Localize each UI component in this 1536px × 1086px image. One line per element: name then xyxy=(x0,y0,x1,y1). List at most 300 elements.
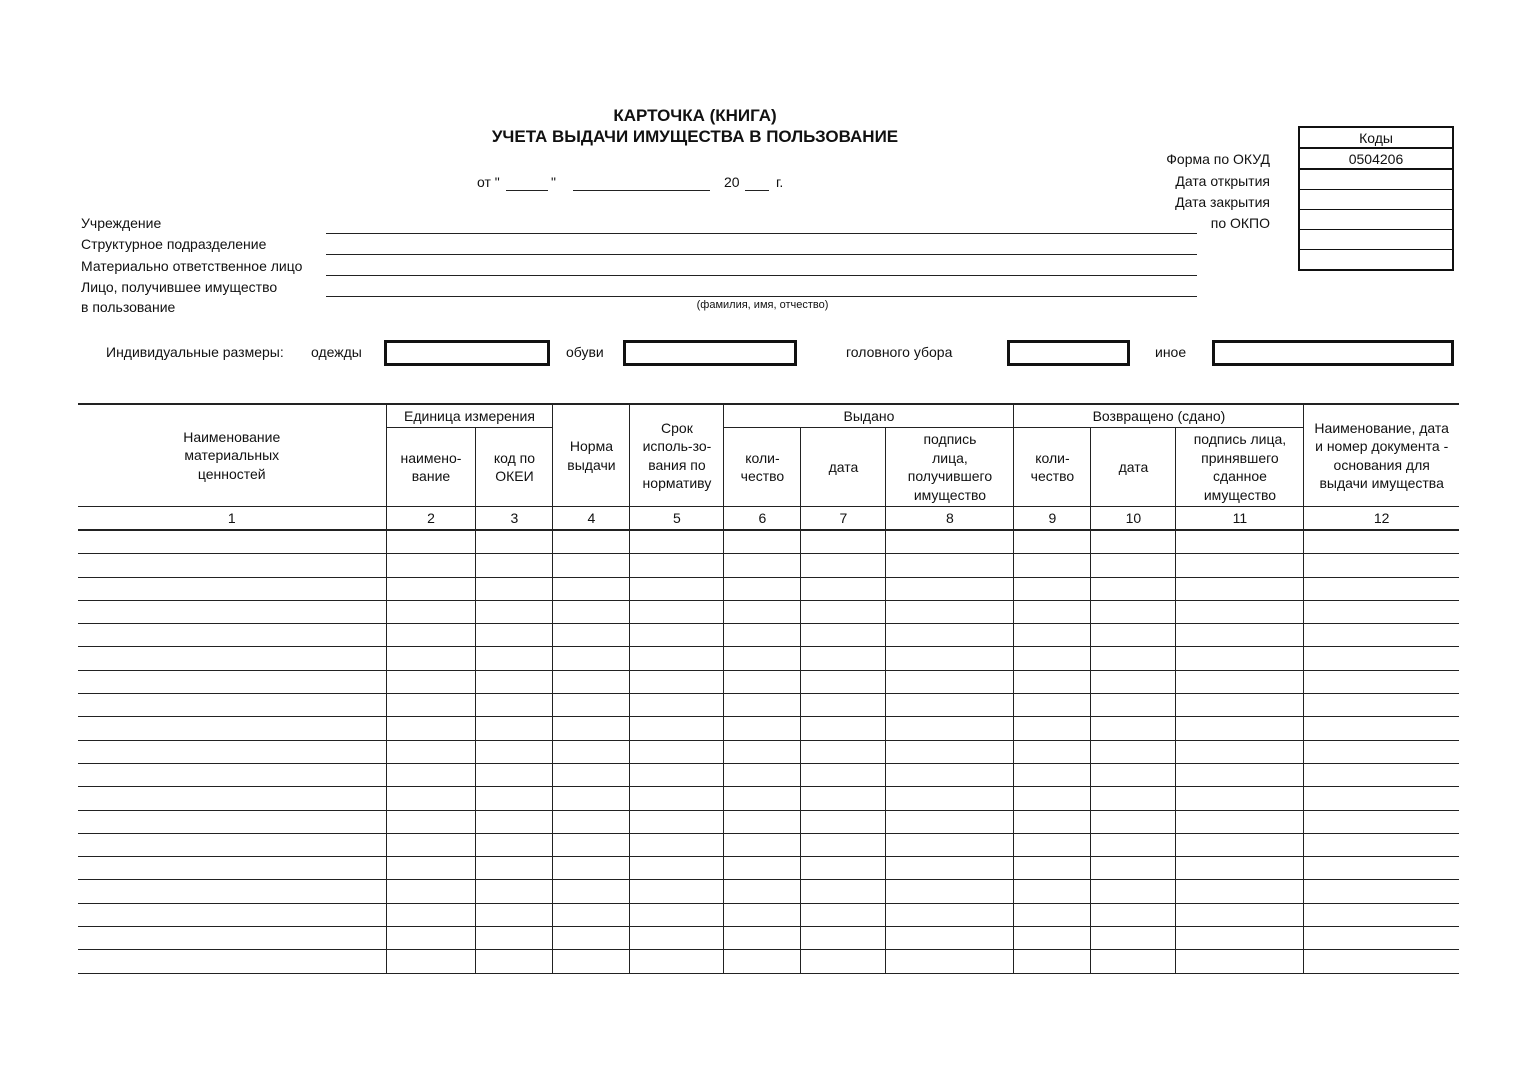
table-cell[interactable] xyxy=(630,624,724,647)
table-cell[interactable] xyxy=(1176,694,1304,717)
column-number-cell: 6 xyxy=(724,507,801,531)
table-cell[interactable] xyxy=(78,670,386,693)
table-cell[interactable] xyxy=(78,740,386,763)
table-cell[interactable] xyxy=(476,740,553,763)
table-cell[interactable] xyxy=(886,670,1014,693)
extra-code-2[interactable] xyxy=(1299,250,1453,271)
table-cell[interactable] xyxy=(1091,577,1176,600)
table-cell[interactable] xyxy=(78,717,386,740)
table-cell[interactable] xyxy=(801,694,886,717)
table-cell[interactable] xyxy=(553,647,630,670)
table-cell[interactable] xyxy=(1091,810,1176,833)
okpo-code[interactable] xyxy=(1299,210,1453,230)
table-cell[interactable] xyxy=(1176,950,1304,973)
table-row xyxy=(78,647,1459,670)
table-cell[interactable] xyxy=(1091,624,1176,647)
table-cell[interactable] xyxy=(1304,554,1459,577)
table-cell[interactable] xyxy=(553,740,630,763)
other-label: иное xyxy=(1155,344,1187,360)
col-unit-group: Единица измерения xyxy=(386,404,553,428)
table-cell[interactable] xyxy=(886,950,1014,973)
table-cell[interactable] xyxy=(78,624,386,647)
table-cell[interactable] xyxy=(553,903,630,926)
table-cell[interactable] xyxy=(553,694,630,717)
table-cell[interactable] xyxy=(1176,647,1304,670)
table-cell[interactable] xyxy=(78,600,386,623)
table-row xyxy=(78,763,1459,786)
table-cell[interactable] xyxy=(724,577,801,600)
table-row xyxy=(78,600,1459,623)
column-number-cell: 1 xyxy=(78,507,386,531)
table-cell[interactable] xyxy=(724,647,801,670)
table-cell[interactable] xyxy=(1091,647,1176,670)
table-cell[interactable] xyxy=(1091,950,1176,973)
headwear-label: головного убора xyxy=(846,344,953,360)
table-cell[interactable] xyxy=(801,717,886,740)
table-cell[interactable] xyxy=(1176,927,1304,950)
table-cell[interactable] xyxy=(1091,927,1176,950)
table-cell[interactable] xyxy=(1014,787,1091,810)
table-cell[interactable] xyxy=(1091,880,1176,903)
table-cell[interactable] xyxy=(386,670,476,693)
table-cell[interactable] xyxy=(553,950,630,973)
table-cell[interactable] xyxy=(476,787,553,810)
table-cell[interactable] xyxy=(476,717,553,740)
table-cell[interactable] xyxy=(1304,950,1459,973)
table-cell[interactable] xyxy=(553,763,630,786)
table-cell[interactable] xyxy=(1304,833,1459,856)
open-date-code[interactable] xyxy=(1299,169,1453,190)
table-cell[interactable] xyxy=(886,624,1014,647)
table-cell[interactable] xyxy=(724,694,801,717)
table-cell[interactable] xyxy=(553,530,630,554)
table-cell[interactable] xyxy=(724,903,801,926)
codes-header: Коды xyxy=(1299,127,1453,148)
recipient-label-line2: в пользование xyxy=(81,299,176,315)
table-cell[interactable] xyxy=(1014,950,1091,973)
table-cell[interactable] xyxy=(1304,530,1459,554)
column-number-cell: 12 xyxy=(1304,507,1459,531)
table-cell[interactable] xyxy=(630,810,724,833)
okpo-label: по ОКПО xyxy=(1210,215,1270,231)
table-cell[interactable] xyxy=(630,857,724,880)
table-cell[interactable] xyxy=(553,857,630,880)
table-cell[interactable] xyxy=(78,857,386,880)
extra-code-1[interactable] xyxy=(1299,230,1453,250)
table-cell[interactable] xyxy=(386,950,476,973)
table-cell[interactable] xyxy=(801,787,886,810)
table-row xyxy=(78,670,1459,693)
table-cell[interactable] xyxy=(630,903,724,926)
table-cell[interactable] xyxy=(1176,577,1304,600)
table-cell[interactable] xyxy=(553,554,630,577)
col-returned-qty: коли-чество xyxy=(1014,428,1091,507)
year-suffix: г. xyxy=(776,174,784,190)
table-cell[interactable] xyxy=(724,624,801,647)
table-cell[interactable] xyxy=(78,763,386,786)
table-cell[interactable] xyxy=(386,577,476,600)
table-cell[interactable] xyxy=(386,810,476,833)
clothes-size-box[interactable] xyxy=(384,340,550,366)
table-cell[interactable] xyxy=(1304,624,1459,647)
division-line[interactable] xyxy=(326,254,1197,255)
table-cell[interactable] xyxy=(476,647,553,670)
table-cell[interactable] xyxy=(476,950,553,973)
table-cell[interactable] xyxy=(1014,554,1091,577)
date-quote: " xyxy=(551,174,556,190)
table-row xyxy=(78,530,1459,554)
table-cell[interactable] xyxy=(1304,717,1459,740)
table-cell[interactable] xyxy=(886,647,1014,670)
table-cell[interactable] xyxy=(1014,833,1091,856)
table-cell[interactable] xyxy=(630,554,724,577)
table-cell[interactable] xyxy=(78,694,386,717)
table-row xyxy=(78,717,1459,740)
table-cell[interactable] xyxy=(476,530,553,554)
table-cell[interactable] xyxy=(1176,857,1304,880)
institution-line[interactable] xyxy=(326,233,1197,234)
table-row xyxy=(78,880,1459,903)
table-cell[interactable] xyxy=(630,880,724,903)
table-cell[interactable] xyxy=(1304,670,1459,693)
col-material-name: Наименование материальных ценностей xyxy=(78,404,386,507)
table-cell[interactable] xyxy=(724,600,801,623)
table-cell[interactable] xyxy=(386,647,476,670)
table-cell[interactable] xyxy=(1176,717,1304,740)
table-cell[interactable] xyxy=(553,670,630,693)
table-cell[interactable] xyxy=(1014,577,1091,600)
table-cell[interactable] xyxy=(1014,717,1091,740)
table-cell[interactable] xyxy=(1176,833,1304,856)
col-issued-sign: подпись лица, получившего имущество xyxy=(886,428,1014,507)
table-cell[interactable] xyxy=(386,833,476,856)
col-norm: Норма выдачи xyxy=(553,404,630,507)
table-cell[interactable] xyxy=(553,600,630,623)
table-cell[interactable] xyxy=(724,880,801,903)
col-unit-name: наимено-вание xyxy=(386,428,476,507)
table-cell[interactable] xyxy=(386,927,476,950)
table-cell[interactable] xyxy=(1176,554,1304,577)
table-cell[interactable] xyxy=(1014,624,1091,647)
table-cell[interactable] xyxy=(1014,927,1091,950)
table-row xyxy=(78,577,1459,600)
table-cell[interactable] xyxy=(1014,880,1091,903)
recipient-label-line1: Лицо, получившее имущество xyxy=(81,279,278,295)
close-date-code[interactable] xyxy=(1299,190,1453,210)
table-cell[interactable] xyxy=(1176,787,1304,810)
table-cell[interactable] xyxy=(386,880,476,903)
table-cell[interactable] xyxy=(1014,810,1091,833)
table-cell[interactable] xyxy=(386,903,476,926)
table-cell[interactable] xyxy=(630,950,724,973)
shoes-label: обуви xyxy=(566,344,604,360)
table-cell[interactable] xyxy=(630,717,724,740)
table-cell[interactable] xyxy=(886,833,1014,856)
table-cell[interactable] xyxy=(630,670,724,693)
table-cell[interactable] xyxy=(724,857,801,880)
table-cell[interactable] xyxy=(1014,600,1091,623)
date-month-line[interactable] xyxy=(573,190,710,191)
table-cell[interactable] xyxy=(724,740,801,763)
table-cell[interactable] xyxy=(1091,530,1176,554)
table-cell[interactable] xyxy=(1091,787,1176,810)
column-number-cell: 2 xyxy=(386,507,476,531)
col-unit-code: код по ОКЕИ xyxy=(476,428,553,507)
table-row xyxy=(78,554,1459,577)
column-number-cell: 7 xyxy=(801,507,886,531)
table-cell[interactable] xyxy=(630,577,724,600)
table-cell[interactable] xyxy=(886,857,1014,880)
table-cell[interactable] xyxy=(78,787,386,810)
table-cell[interactable] xyxy=(386,694,476,717)
table-cell[interactable] xyxy=(1304,810,1459,833)
column-number-cell: 11 xyxy=(1176,507,1304,531)
table-cell[interactable] xyxy=(386,530,476,554)
table-cell[interactable] xyxy=(886,577,1014,600)
col-returned-group: Возвращено (сдано) xyxy=(1014,404,1304,428)
table-cell[interactable] xyxy=(1304,694,1459,717)
table-cell[interactable] xyxy=(630,927,724,950)
table-cell[interactable] xyxy=(553,810,630,833)
table-cell[interactable] xyxy=(801,950,886,973)
table-cell[interactable] xyxy=(386,763,476,786)
table-cell[interactable] xyxy=(553,577,630,600)
table-cell[interactable] xyxy=(1304,577,1459,600)
table-cell[interactable] xyxy=(801,880,886,903)
table-cell[interactable] xyxy=(724,554,801,577)
table-cell[interactable] xyxy=(801,647,886,670)
table-cell[interactable] xyxy=(476,600,553,623)
table-cell[interactable] xyxy=(553,717,630,740)
column-number-cell: 9 xyxy=(1014,507,1091,531)
table-cell[interactable] xyxy=(1014,647,1091,670)
table-cell[interactable] xyxy=(1091,717,1176,740)
table-cell[interactable] xyxy=(1091,694,1176,717)
table-cell[interactable] xyxy=(724,833,801,856)
shoes-size-box[interactable] xyxy=(623,340,797,366)
table-cell[interactable] xyxy=(1014,763,1091,786)
table-cell[interactable] xyxy=(886,717,1014,740)
table-cell[interactable] xyxy=(386,554,476,577)
other-size-box[interactable] xyxy=(1212,340,1454,366)
table-row xyxy=(78,787,1459,810)
table-cell[interactable] xyxy=(1304,740,1459,763)
table-cell[interactable] xyxy=(476,624,553,647)
year-prefix: 20 xyxy=(724,174,740,190)
table-cell[interactable] xyxy=(386,740,476,763)
table-cell[interactable] xyxy=(78,903,386,926)
table-cell[interactable] xyxy=(476,880,553,903)
table-cell[interactable] xyxy=(801,600,886,623)
table-cell[interactable] xyxy=(1091,670,1176,693)
table-cell[interactable] xyxy=(476,694,553,717)
table-cell[interactable] xyxy=(1176,880,1304,903)
column-number-cell: 4 xyxy=(553,507,630,531)
table-cell[interactable] xyxy=(1304,600,1459,623)
table-cell[interactable] xyxy=(476,927,553,950)
table-cell[interactable] xyxy=(630,740,724,763)
table-cell[interactable] xyxy=(886,787,1014,810)
table-cell[interactable] xyxy=(1014,903,1091,926)
table-cell[interactable] xyxy=(886,810,1014,833)
table-cell[interactable] xyxy=(1091,903,1176,926)
table-cell[interactable] xyxy=(724,717,801,740)
table-cell[interactable] xyxy=(724,927,801,950)
table-cell[interactable] xyxy=(1304,857,1459,880)
title-line2: УЧЕТА ВЫДАЧИ ИМУЩЕСТВА В ПОЛЬЗОВАНИЕ xyxy=(491,127,899,146)
table-cell[interactable] xyxy=(801,554,886,577)
table-cell[interactable] xyxy=(476,577,553,600)
table-cell[interactable] xyxy=(386,600,476,623)
table-cell[interactable] xyxy=(386,787,476,810)
table-row xyxy=(78,833,1459,856)
table-cell[interactable] xyxy=(1176,740,1304,763)
table-cell[interactable] xyxy=(553,624,630,647)
table-cell[interactable] xyxy=(78,577,386,600)
table-cell[interactable] xyxy=(886,927,1014,950)
table-cell[interactable] xyxy=(553,833,630,856)
table-cell[interactable] xyxy=(886,554,1014,577)
title-line1: КАРТОЧКА (КНИГА) xyxy=(613,106,777,125)
table-cell[interactable] xyxy=(886,740,1014,763)
table-cell[interactable] xyxy=(630,833,724,856)
table-cell[interactable] xyxy=(553,880,630,903)
table-cell[interactable] xyxy=(1176,670,1304,693)
table-cell[interactable] xyxy=(1014,857,1091,880)
table-cell[interactable] xyxy=(78,950,386,973)
table-cell[interactable] xyxy=(886,880,1014,903)
table-cell[interactable] xyxy=(886,763,1014,786)
responsible-label: Материально ответственное лицо xyxy=(81,258,303,274)
close-date-label: Дата закрытия xyxy=(1175,194,1270,210)
table-cell[interactable] xyxy=(801,927,886,950)
table-cell[interactable] xyxy=(886,694,1014,717)
table-cell[interactable] xyxy=(630,647,724,670)
table-cell[interactable] xyxy=(78,810,386,833)
table-cell[interactable] xyxy=(724,950,801,973)
table-cell[interactable] xyxy=(801,810,886,833)
table-cell[interactable] xyxy=(386,717,476,740)
table-cell[interactable] xyxy=(476,554,553,577)
table-cell[interactable] xyxy=(386,624,476,647)
table-row xyxy=(78,740,1459,763)
table-cell[interactable] xyxy=(1176,530,1304,554)
table-cell[interactable] xyxy=(1304,880,1459,903)
table-cell[interactable] xyxy=(476,810,553,833)
table-cell[interactable] xyxy=(386,857,476,880)
table-cell[interactable] xyxy=(724,670,801,693)
table-cell[interactable] xyxy=(1304,903,1459,926)
table-cell[interactable] xyxy=(1304,787,1459,810)
table-cell[interactable] xyxy=(78,647,386,670)
table-cell[interactable] xyxy=(476,903,553,926)
table-cell[interactable] xyxy=(724,810,801,833)
okud-label: Форма по ОКУД xyxy=(1166,151,1270,167)
table-cell[interactable] xyxy=(1091,857,1176,880)
recipient-line[interactable] xyxy=(326,296,1197,297)
table-cell[interactable] xyxy=(630,694,724,717)
table-cell[interactable] xyxy=(630,787,724,810)
okud-code[interactable]: 0504206 xyxy=(1299,148,1453,169)
col-issued-qty: коли-чество xyxy=(724,428,801,507)
responsible-line[interactable] xyxy=(326,275,1197,276)
table-cell[interactable] xyxy=(801,670,886,693)
table-cell[interactable] xyxy=(630,530,724,554)
table-row xyxy=(78,903,1459,926)
table-cell[interactable] xyxy=(1304,927,1459,950)
division-label: Структурное подразделение xyxy=(81,236,267,252)
table-cell[interactable] xyxy=(1091,600,1176,623)
table-cell[interactable] xyxy=(1091,833,1176,856)
table-cell[interactable] xyxy=(801,833,886,856)
clothes-label: одежды xyxy=(311,344,362,360)
table-cell[interactable] xyxy=(553,927,630,950)
table-cell[interactable] xyxy=(630,600,724,623)
open-date-label: Дата открытия xyxy=(1175,173,1270,189)
table-row xyxy=(78,950,1459,973)
table-cell[interactable] xyxy=(886,903,1014,926)
table-cell[interactable] xyxy=(724,530,801,554)
table-cell[interactable] xyxy=(1091,740,1176,763)
table-cell[interactable] xyxy=(78,880,386,903)
table-cell[interactable] xyxy=(476,763,553,786)
table-row xyxy=(78,810,1459,833)
table-cell[interactable] xyxy=(1304,647,1459,670)
table-cell[interactable] xyxy=(1014,694,1091,717)
table-cell[interactable] xyxy=(801,857,886,880)
table-cell[interactable] xyxy=(1014,670,1091,693)
table-cell[interactable] xyxy=(476,857,553,880)
table-cell[interactable] xyxy=(1014,530,1091,554)
table-cell[interactable] xyxy=(1176,763,1304,786)
col-returned-sign: подпись лица, принявшего сданное имущество xyxy=(1176,428,1304,507)
col-basis: Наименование, дата и номер документа - основания для выдачи имущества xyxy=(1304,404,1459,507)
table-cell[interactable] xyxy=(630,763,724,786)
table-cell[interactable] xyxy=(1091,554,1176,577)
table-cell[interactable] xyxy=(724,787,801,810)
table-cell[interactable] xyxy=(1091,763,1176,786)
table-cell[interactable] xyxy=(801,577,886,600)
sizes-label: Индивидуальные размеры: xyxy=(106,344,284,360)
table-cell[interactable] xyxy=(801,624,886,647)
table-cell[interactable] xyxy=(1176,903,1304,926)
table-cell[interactable] xyxy=(476,833,553,856)
headwear-size-box[interactable] xyxy=(1007,340,1130,366)
table-cell[interactable] xyxy=(78,554,386,577)
table-cell[interactable] xyxy=(886,530,1014,554)
table-cell[interactable] xyxy=(553,787,630,810)
codes-table xyxy=(1298,126,1454,271)
table-cell[interactable] xyxy=(476,670,553,693)
table-cell[interactable] xyxy=(78,927,386,950)
table-cell[interactable] xyxy=(801,530,886,554)
date-day-line[interactable] xyxy=(506,190,548,191)
table-cell[interactable] xyxy=(78,833,386,856)
table-cell[interactable] xyxy=(1176,810,1304,833)
table-cell[interactable] xyxy=(1304,763,1459,786)
table-cell[interactable] xyxy=(801,763,886,786)
table-cell[interactable] xyxy=(724,763,801,786)
table-cell[interactable] xyxy=(801,740,886,763)
col-issued-group: Выдано xyxy=(724,404,1014,428)
table-cell[interactable] xyxy=(1176,624,1304,647)
table-cell[interactable] xyxy=(1014,740,1091,763)
date-year-line[interactable] xyxy=(745,190,769,191)
table-cell[interactable] xyxy=(801,903,886,926)
table-cell[interactable] xyxy=(886,600,1014,623)
table-cell[interactable] xyxy=(1176,600,1304,623)
table-cell[interactable] xyxy=(78,530,386,554)
